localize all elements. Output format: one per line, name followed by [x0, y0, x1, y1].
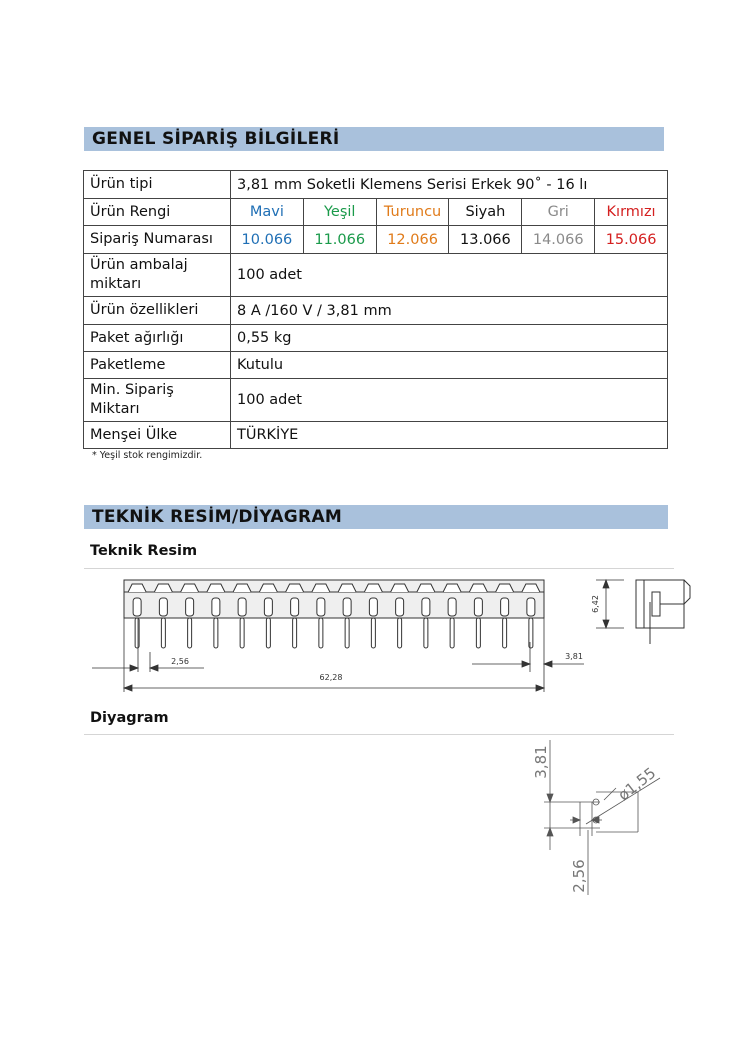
connector-pin — [398, 618, 402, 648]
table-row — [84, 226, 668, 254]
pin-slot — [369, 598, 377, 616]
order-code-cell: 11.066 — [303, 226, 376, 254]
table-row — [84, 352, 668, 379]
pin-slot — [291, 598, 299, 616]
row-label: Ürün Rengi — [84, 199, 231, 226]
row-label: Min. Sipariş Miktarı — [84, 379, 231, 422]
pin-slot — [474, 598, 482, 616]
spec-table — [83, 170, 668, 449]
color-name-cell: Turuncu — [376, 199, 449, 226]
pin-slot — [133, 598, 141, 616]
connector-pin — [476, 618, 480, 648]
connector-pin — [345, 618, 349, 648]
connector-pin — [135, 618, 139, 648]
table-row — [84, 297, 668, 325]
connector-pin — [293, 618, 297, 648]
table-row — [84, 254, 668, 297]
connector-pin — [450, 618, 454, 648]
connector-pin — [371, 618, 375, 648]
pin-slot — [422, 598, 430, 616]
order-code-cell: 14.066 — [522, 226, 595, 254]
connector-pin — [240, 618, 244, 648]
pin-slot — [238, 598, 246, 616]
connector-pin — [503, 618, 507, 648]
table-row — [84, 171, 668, 199]
row-label: Paketleme — [84, 352, 231, 379]
hole-diagram — [520, 740, 680, 905]
diagram-dim-hole: ø1,55 — [614, 763, 660, 805]
dim-height-label: 6,42 — [591, 595, 600, 613]
footnote: * Yeşil stok rengimizdir. — [92, 450, 203, 461]
row-value: 100 adet — [231, 254, 668, 297]
pin-slot — [186, 598, 194, 616]
row-label: Ürün tipi — [84, 171, 231, 199]
teknik-resim-heading: Teknik Resim — [90, 543, 198, 559]
side-view — [636, 580, 690, 644]
color-name-cell: Yeşil — [303, 199, 376, 226]
dim-length-label: 62,28 — [319, 673, 343, 682]
diyagram-heading: Diyagram — [90, 710, 169, 726]
pin-slot — [317, 598, 325, 616]
pin-slot — [264, 598, 272, 616]
connector-pin — [214, 618, 218, 648]
pin-slot — [159, 598, 167, 616]
connector-pin — [529, 618, 533, 648]
diagram-dim-bottom: 2,56 — [570, 859, 588, 893]
row-label: Ürün ambalaj miktarı — [84, 254, 231, 297]
order-code-cell: 15.066 — [595, 226, 668, 254]
row-label: Ürün özellikleri — [84, 297, 231, 325]
row-value: Kutulu — [231, 352, 668, 379]
pin-slot — [501, 598, 509, 616]
dim-pitch-label: 2,56 — [171, 657, 189, 666]
table-row — [84, 379, 668, 422]
row-value: TÜRKİYE — [231, 422, 668, 449]
table-row — [84, 325, 668, 352]
pin-slot — [527, 598, 535, 616]
connector-pin — [424, 618, 428, 648]
divider — [84, 734, 674, 735]
row-value: 8 A /160 V / 3,81 mm — [231, 297, 668, 325]
technical-drawing — [84, 572, 694, 697]
row-value: 100 adet — [231, 379, 668, 422]
dim-spacing-label: 3,81 — [565, 652, 583, 661]
order-code-cell: 12.066 — [376, 226, 449, 254]
connector-pin — [319, 618, 323, 648]
pin-slot — [212, 598, 220, 616]
row-value: 3,81 mm Soketli Klemens Serisi Erkek 90˚ - 16 lı — [231, 171, 668, 199]
order-code-cell: 13.066 — [449, 226, 522, 254]
color-name-cell: Mavi — [231, 199, 304, 226]
section-title-genel: GENEL SİPARİŞ BİLGİLERİ — [84, 127, 664, 151]
section-title-teknik: TEKNİK RESİM/DİYAGRAM — [84, 505, 668, 529]
pin-slot — [396, 598, 404, 616]
row-label: Menşei Ülke — [84, 422, 231, 449]
connector-pin — [188, 618, 192, 648]
color-name-cell: Siyah — [449, 199, 522, 226]
diagram-dim-top: 3,81 — [532, 745, 550, 779]
row-label: Paket ağırlığı — [84, 325, 231, 352]
table-row — [84, 422, 668, 449]
connector-pin — [266, 618, 270, 648]
table-row — [84, 199, 668, 226]
row-value: 0,55 kg — [231, 325, 668, 352]
pin-slot — [343, 598, 351, 616]
row-label: Sipariş Numarası — [84, 226, 231, 254]
connector-pin — [161, 618, 165, 648]
pin-slot — [448, 598, 456, 616]
color-name-cell: Kırmızı — [595, 199, 668, 226]
order-code-cell: 10.066 — [231, 226, 304, 254]
color-name-cell: Gri — [522, 199, 595, 226]
divider — [84, 568, 674, 569]
